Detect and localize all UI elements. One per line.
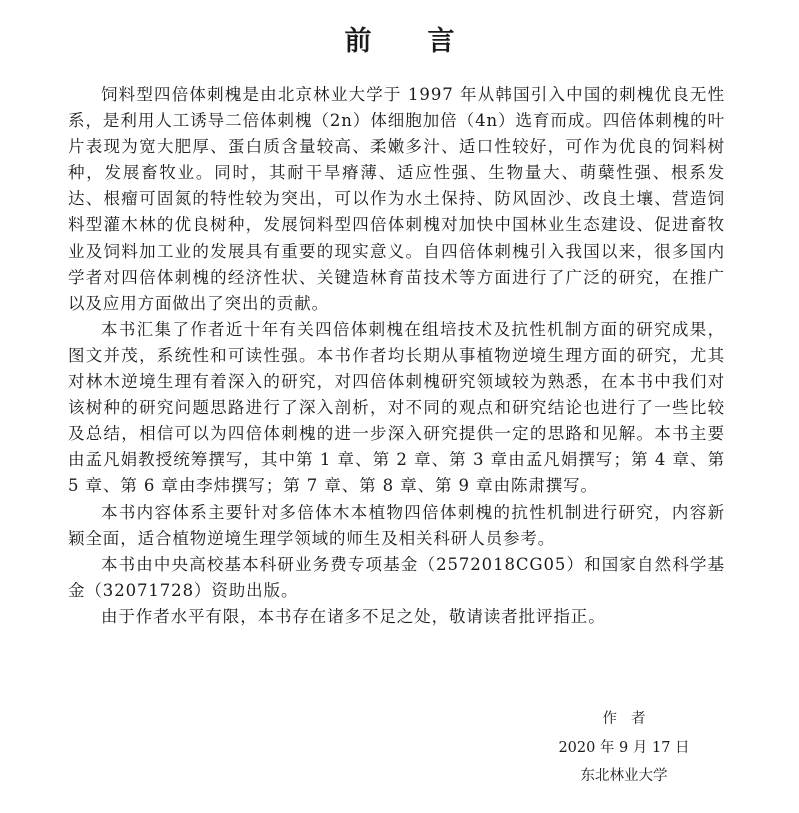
preface-body bbox=[68, 82, 725, 630]
paragraph-1: 饲料型四倍体刺槐是由北京林业大学于 1997 年从韩国引入中国的刺槐优良无性系，是利用人工诱导二倍体刺槐（2n）体细胞加倍（4n）选育而成。四倍体刺槐的叶片表现为宽大肥厚、蛋白质含量较高、柔嫩多汁、适口性较好，可作为优良的饲料树种，发展畜牧业。同时，其耐干旱瘠薄、适应性强、生物量大、萌蘖性强、根系发达、根瘤可固氮的特性较为突出，可以作为水土保持、防风固沙、改良土壤、营造饲料型灌木林的优良树种，发展饲料型四倍体刺槐对加快中国林业生态建设、促进畜牧业及饲料加工业的发展具有重要的现实意义。自四倍体刺槐引入我国以来，很多国内学者对四倍体刺槐的经济性状、关键造林育苗技术等方面进行了广泛的研究，在推广以及应用方面做出了突出的贡献。 bbox=[68, 85, 725, 313]
paragraph-2: 本书汇集了作者近十年有关四倍体刺槐在组培技术及抗性机制方面的研究成果，图文并茂，系统性和可读性强。本书作者均长期从事植物逆境生理方面的研究，尤其对林木逆境生理有着深入的研究，对四倍体刺槐研究领域较为熟悉，在本书中我们对该树种的研究问题思路进行了深入剖析，对不同的观点和研究结论也进行了一些比较及总结，相信可以为四倍体刺槐的进一步深入研究提供一定的思路和见解。本书主要由孟凡娟教授统筹撰写，其中第 1 章、第 2 章、第 3 章由孟凡娟撰写；第 4 章、第 5 章、第 6 章由李炜撰写；第 7 章、第 8 章、第 9 章由陈肃撰写。 bbox=[68, 319, 725, 496]
paragraph-5: 由于作者水平有限，本书存在诸多不足之处，敬请读者批评指正。 bbox=[101, 606, 606, 626]
paragraph-3: 本书内容体系主要针对多倍体木本植物四倍体刺槐的抗性机制进行研究，内容新颖全面，适合植物逆境生理学领域的师生及相关科研人员参考。 bbox=[68, 502, 725, 548]
signature-author: 作者 bbox=[602, 711, 660, 727]
page-title: 前言 bbox=[344, 26, 511, 57]
paragraph-4: 本书由中央高校基本科研业务费专项基金（2572018CG05）和国家自然科学基金（32071728）资助出版。 bbox=[68, 554, 725, 600]
signature-date: 2020 年 9 月 17 日 bbox=[558, 740, 690, 756]
signature-organization: 东北林业大学 bbox=[580, 768, 668, 784]
